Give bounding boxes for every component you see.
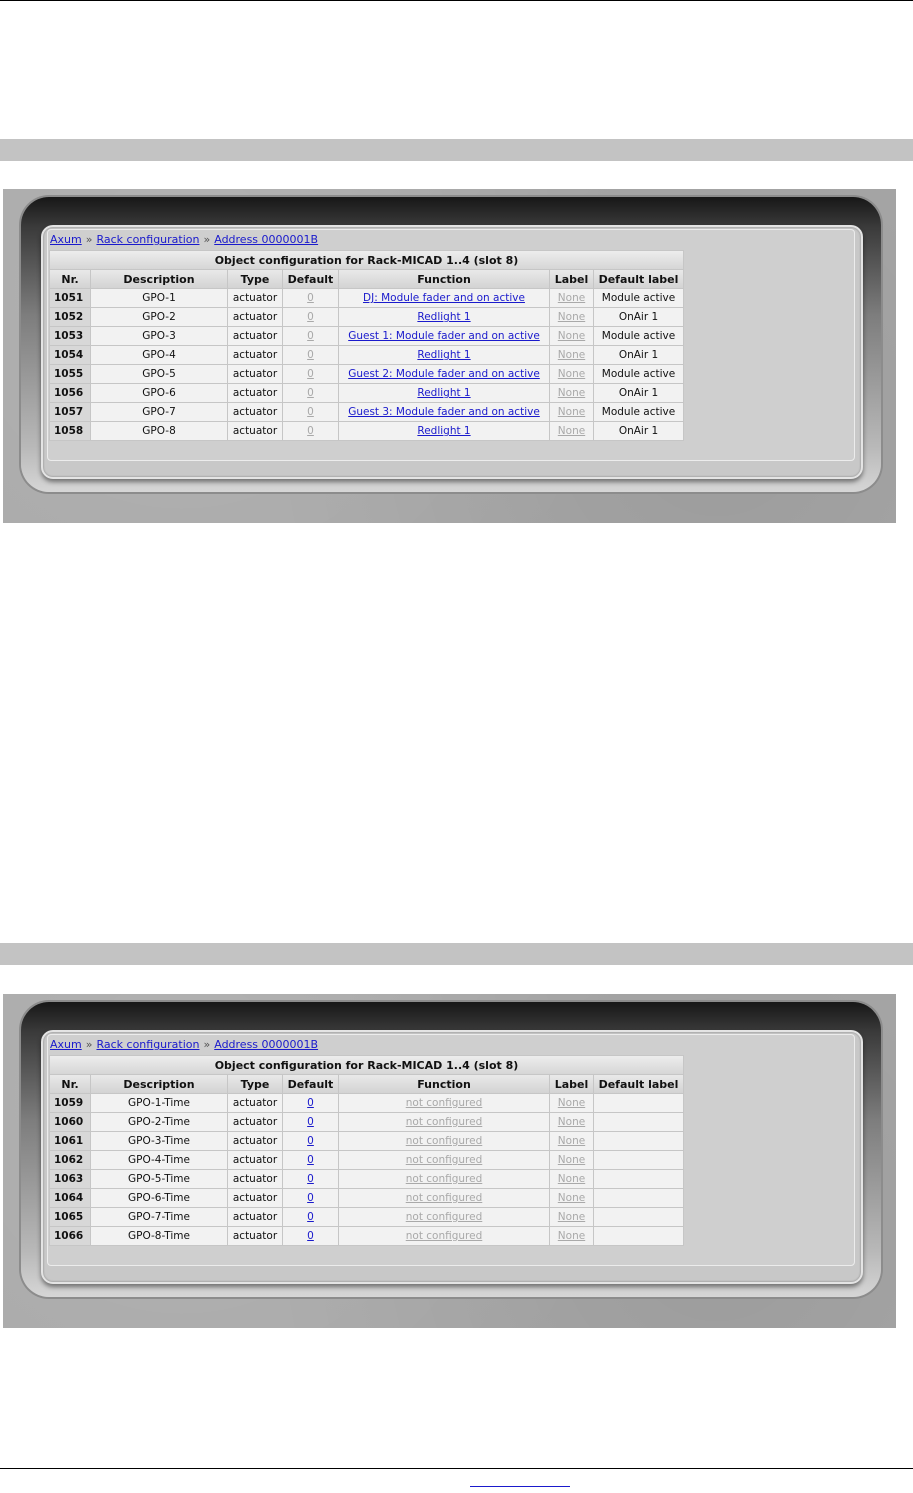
function-link[interactable]: not configured: [405, 1192, 483, 1204]
content-area: [47, 229, 855, 461]
monitor-bezel: [21, 197, 881, 492]
cell-default-label: OnAir 1: [594, 384, 683, 402]
cell-nr: 1065: [50, 1208, 90, 1226]
cell-function: [339, 1227, 549, 1245]
cell-nr: 1057: [50, 403, 90, 421]
cell-default-label: [594, 1094, 683, 1112]
label-link[interactable]: None: [557, 425, 586, 437]
label-link[interactable]: None: [557, 1135, 586, 1147]
default-value-link[interactable]: 0: [307, 1173, 314, 1185]
label-link[interactable]: None: [557, 368, 586, 380]
cell-default-label: [594, 1151, 683, 1169]
page-top-rule: [0, 0, 913, 1]
default-value-link[interactable]: 0: [307, 425, 314, 437]
table-row: [50, 308, 683, 326]
breadcrumb-axum-link[interactable]: Axum: [50, 1038, 82, 1051]
function-link[interactable]: not configured: [405, 1211, 483, 1223]
cell-default-label: [594, 1170, 683, 1188]
label-link[interactable]: None: [557, 292, 586, 304]
cell-description: GPO-1: [91, 289, 227, 307]
cell-nr: 1055: [50, 365, 90, 383]
breadcrumb-rack-configuration-link[interactable]: Rack configuration: [96, 233, 200, 246]
cell-type: actuator: [228, 1227, 282, 1245]
cell-description: GPO-2-Time: [91, 1113, 227, 1131]
cell-nr: 1051: [50, 289, 90, 307]
label-link[interactable]: None: [557, 1097, 586, 1109]
function-link[interactable]: not configured: [405, 1116, 483, 1128]
default-value-link[interactable]: 0: [307, 1097, 314, 1109]
cell-nr: 1052: [50, 308, 90, 326]
function-link[interactable]: not configured: [405, 1154, 483, 1166]
cell-type: actuator: [228, 1170, 282, 1188]
breadcrumb-address-link[interactable]: Address 0000001B: [214, 1038, 319, 1051]
cell-nr: 1066: [50, 1227, 90, 1245]
cell-label: [550, 1170, 593, 1188]
cell-default: [283, 289, 338, 307]
table-row: [50, 403, 683, 421]
table-row: [50, 1132, 683, 1150]
cell-default-label: [594, 1208, 683, 1226]
page-footer-rule: [0, 1468, 913, 1469]
cell-nr: 1061: [50, 1132, 90, 1150]
screenshot-panel-1: [3, 189, 896, 523]
cell-nr: 1054: [50, 346, 90, 364]
cell-nr: 1053: [50, 327, 90, 345]
cell-description: GPO-8: [91, 422, 227, 440]
cell-function: [339, 384, 549, 402]
cell-function: [339, 1189, 549, 1207]
default-value-link[interactable]: 0: [307, 349, 314, 361]
object-config-table: [49, 1055, 684, 1246]
col-header-default-label: Default label: [594, 270, 683, 288]
cell-function: [339, 1151, 549, 1169]
default-value-link[interactable]: 0: [307, 1192, 314, 1204]
cell-label: [550, 346, 593, 364]
default-value-link[interactable]: 0: [307, 292, 314, 304]
label-link[interactable]: None: [557, 311, 586, 323]
label-link[interactable]: None: [557, 1211, 586, 1223]
cell-type: actuator: [228, 1132, 282, 1150]
cell-default: [283, 384, 338, 402]
col-header-description: Description: [91, 1075, 227, 1093]
content-area: [47, 1034, 855, 1266]
cell-default: [283, 1094, 338, 1112]
cell-default-label: [594, 1132, 683, 1150]
cell-label: [550, 365, 593, 383]
breadcrumb-address-link[interactable]: Address 0000001B: [214, 233, 319, 246]
cell-nr: 1059: [50, 1094, 90, 1112]
breadcrumb-separator: »: [85, 1038, 93, 1051]
table-row: [50, 289, 683, 307]
cell-default-label: [594, 1227, 683, 1245]
cell-function: [339, 289, 549, 307]
cell-description: GPO-7-Time: [91, 1208, 227, 1226]
breadcrumb-separator: »: [203, 1038, 211, 1051]
col-header-default: Default: [283, 270, 338, 288]
cell-type: actuator: [228, 346, 282, 364]
function-link[interactable]: not configured: [405, 1097, 483, 1109]
function-link[interactable]: Guest 1: Module fader and on active: [348, 330, 540, 342]
col-header-label: Label: [550, 1075, 593, 1093]
cell-default-label: Module active: [594, 403, 683, 421]
breadcrumb-separator: »: [85, 233, 93, 246]
function-link[interactable]: Redlight 1: [417, 387, 471, 399]
cell-description: GPO-6: [91, 384, 227, 402]
object-config-table: [49, 250, 684, 441]
cell-type: actuator: [228, 384, 282, 402]
default-value-link[interactable]: 0: [307, 1230, 314, 1242]
section-bar: [0, 943, 913, 965]
cell-type: actuator: [228, 308, 282, 326]
table-row: [50, 1208, 683, 1226]
label-link[interactable]: None: [557, 1230, 586, 1242]
cell-description: GPO-6-Time: [91, 1189, 227, 1207]
cell-type: actuator: [228, 1113, 282, 1131]
cell-label: [550, 289, 593, 307]
cell-default: [283, 1113, 338, 1131]
cell-default: [283, 1189, 338, 1207]
function-link[interactable]: not configured: [405, 1230, 483, 1242]
table-row: [50, 422, 683, 440]
col-header-nr: Nr.: [50, 270, 90, 288]
cell-label: [550, 422, 593, 440]
cell-type: actuator: [228, 403, 282, 421]
cell-function: [339, 422, 549, 440]
footer-link-underline[interactable]: [470, 1486, 570, 1487]
screenshot-panel-2: [3, 994, 896, 1328]
function-link[interactable]: Redlight 1: [417, 311, 471, 323]
function-link[interactable]: Redlight 1: [417, 425, 471, 437]
cell-type: actuator: [228, 289, 282, 307]
col-header-type: Type: [228, 1075, 282, 1093]
default-value-link[interactable]: 0: [307, 1135, 314, 1147]
cell-description: GPO-5: [91, 365, 227, 383]
cell-default-label: [594, 1189, 683, 1207]
cell-nr: 1063: [50, 1170, 90, 1188]
cell-default-label: OnAir 1: [594, 346, 683, 364]
cell-default: [283, 422, 338, 440]
cell-type: actuator: [228, 1151, 282, 1169]
cell-function: [339, 308, 549, 326]
cell-default-label: OnAir 1: [594, 422, 683, 440]
cell-type: actuator: [228, 1094, 282, 1112]
cell-function: [339, 327, 549, 345]
cell-nr: 1060: [50, 1113, 90, 1131]
breadcrumb: [50, 232, 318, 248]
table-row: [50, 1151, 683, 1169]
cell-default: [283, 1227, 338, 1245]
cell-label: [550, 1208, 593, 1226]
col-header-function: Function: [339, 1075, 549, 1093]
function-link[interactable]: Redlight 1: [417, 349, 471, 361]
default-value-link[interactable]: 0: [307, 330, 314, 342]
cell-label: [550, 1132, 593, 1150]
cell-function: [339, 1132, 549, 1150]
breadcrumb-separator: »: [203, 233, 211, 246]
breadcrumb-axum-link[interactable]: Axum: [50, 233, 82, 246]
default-value-link[interactable]: 0: [307, 1211, 314, 1223]
col-header-function: Function: [339, 270, 549, 288]
table-row: [50, 384, 683, 402]
breadcrumb: [50, 1037, 318, 1053]
table-title: Object configuration for Rack-MICAD 1..4 (slot 8): [50, 1056, 683, 1074]
section-bar: [0, 139, 913, 161]
cell-function: [339, 1170, 549, 1188]
cell-function: [339, 1113, 549, 1131]
cell-description: GPO-1-Time: [91, 1094, 227, 1112]
cell-default-label: [594, 1113, 683, 1131]
screen-area: [41, 225, 863, 479]
function-link[interactable]: DJ: Module fader and on active: [363, 292, 525, 304]
default-value-link[interactable]: 0: [307, 368, 314, 380]
cell-label: [550, 403, 593, 421]
function-link[interactable]: not configured: [405, 1135, 483, 1147]
table-row: [50, 1227, 683, 1245]
cell-type: actuator: [228, 422, 282, 440]
table-row: [50, 1189, 683, 1207]
cell-default: [283, 308, 338, 326]
label-link[interactable]: None: [557, 330, 586, 342]
cell-function: [339, 1094, 549, 1112]
cell-default-label: OnAir 1: [594, 308, 683, 326]
cell-default-label: Module active: [594, 365, 683, 383]
cell-label: [550, 1227, 593, 1245]
col-header-default-label: Default label: [594, 1075, 683, 1093]
label-link[interactable]: None: [557, 1154, 586, 1166]
screen-area: [41, 1030, 863, 1284]
cell-default: [283, 1208, 338, 1226]
label-link[interactable]: None: [557, 1192, 586, 1204]
cell-label: [550, 327, 593, 345]
label-link[interactable]: None: [557, 406, 586, 418]
cell-description: GPO-4: [91, 346, 227, 364]
cell-type: actuator: [228, 1189, 282, 1207]
cell-label: [550, 1151, 593, 1169]
label-link[interactable]: None: [557, 1173, 586, 1185]
cell-description: GPO-7: [91, 403, 227, 421]
cell-nr: 1062: [50, 1151, 90, 1169]
cell-function: [339, 403, 549, 421]
default-value-link[interactable]: 0: [307, 387, 314, 399]
cell-function: [339, 1208, 549, 1226]
table-title: Object configuration for Rack-MICAD 1..4 (slot 8): [50, 251, 683, 269]
cell-default: [283, 327, 338, 345]
function-link[interactable]: Guest 2: Module fader and on active: [348, 368, 540, 380]
col-header-default: Default: [283, 1075, 338, 1093]
cell-nr: 1056: [50, 384, 90, 402]
cell-default-label: Module active: [594, 289, 683, 307]
cell-description: GPO-4-Time: [91, 1151, 227, 1169]
cell-label: [550, 1189, 593, 1207]
cell-function: [339, 346, 549, 364]
table-row: [50, 365, 683, 383]
breadcrumb-rack-configuration-link[interactable]: Rack configuration: [96, 1038, 200, 1051]
cell-description: GPO-3-Time: [91, 1132, 227, 1150]
cell-function: [339, 365, 549, 383]
col-header-type: Type: [228, 270, 282, 288]
label-link[interactable]: None: [557, 349, 586, 361]
function-link[interactable]: Guest 3: Module fader and on active: [348, 406, 540, 418]
cell-nr: 1058: [50, 422, 90, 440]
monitor-bezel: [21, 1002, 881, 1297]
cell-type: actuator: [228, 327, 282, 345]
cell-default-label: Module active: [594, 327, 683, 345]
col-header-label: Label: [550, 270, 593, 288]
cell-description: GPO-8-Time: [91, 1227, 227, 1245]
default-value-link[interactable]: 0: [307, 1116, 314, 1128]
cell-description: GPO-2: [91, 308, 227, 326]
cell-nr: 1064: [50, 1189, 90, 1207]
function-link[interactable]: not configured: [405, 1173, 483, 1185]
cell-type: actuator: [228, 365, 282, 383]
cell-default: [283, 403, 338, 421]
cell-default: [283, 365, 338, 383]
cell-label: [550, 308, 593, 326]
cell-default: [283, 1170, 338, 1188]
table-row: [50, 1113, 683, 1131]
default-value-link[interactable]: 0: [307, 1154, 314, 1166]
default-value-link[interactable]: 0: [307, 311, 314, 323]
table-row: [50, 1094, 683, 1112]
table-row: [50, 1170, 683, 1188]
table-row: [50, 346, 683, 364]
cell-description: GPO-3: [91, 327, 227, 345]
cell-label: [550, 384, 593, 402]
cell-label: [550, 1094, 593, 1112]
cell-default: [283, 1151, 338, 1169]
default-value-link[interactable]: 0: [307, 406, 314, 418]
label-link[interactable]: None: [557, 1116, 586, 1128]
cell-label: [550, 1113, 593, 1131]
table-row: [50, 327, 683, 345]
label-link[interactable]: None: [557, 387, 586, 399]
cell-default: [283, 1132, 338, 1150]
cell-description: GPO-5-Time: [91, 1170, 227, 1188]
col-header-nr: Nr.: [50, 1075, 90, 1093]
cell-default: [283, 346, 338, 364]
cell-type: actuator: [228, 1208, 282, 1226]
col-header-description: Description: [91, 270, 227, 288]
